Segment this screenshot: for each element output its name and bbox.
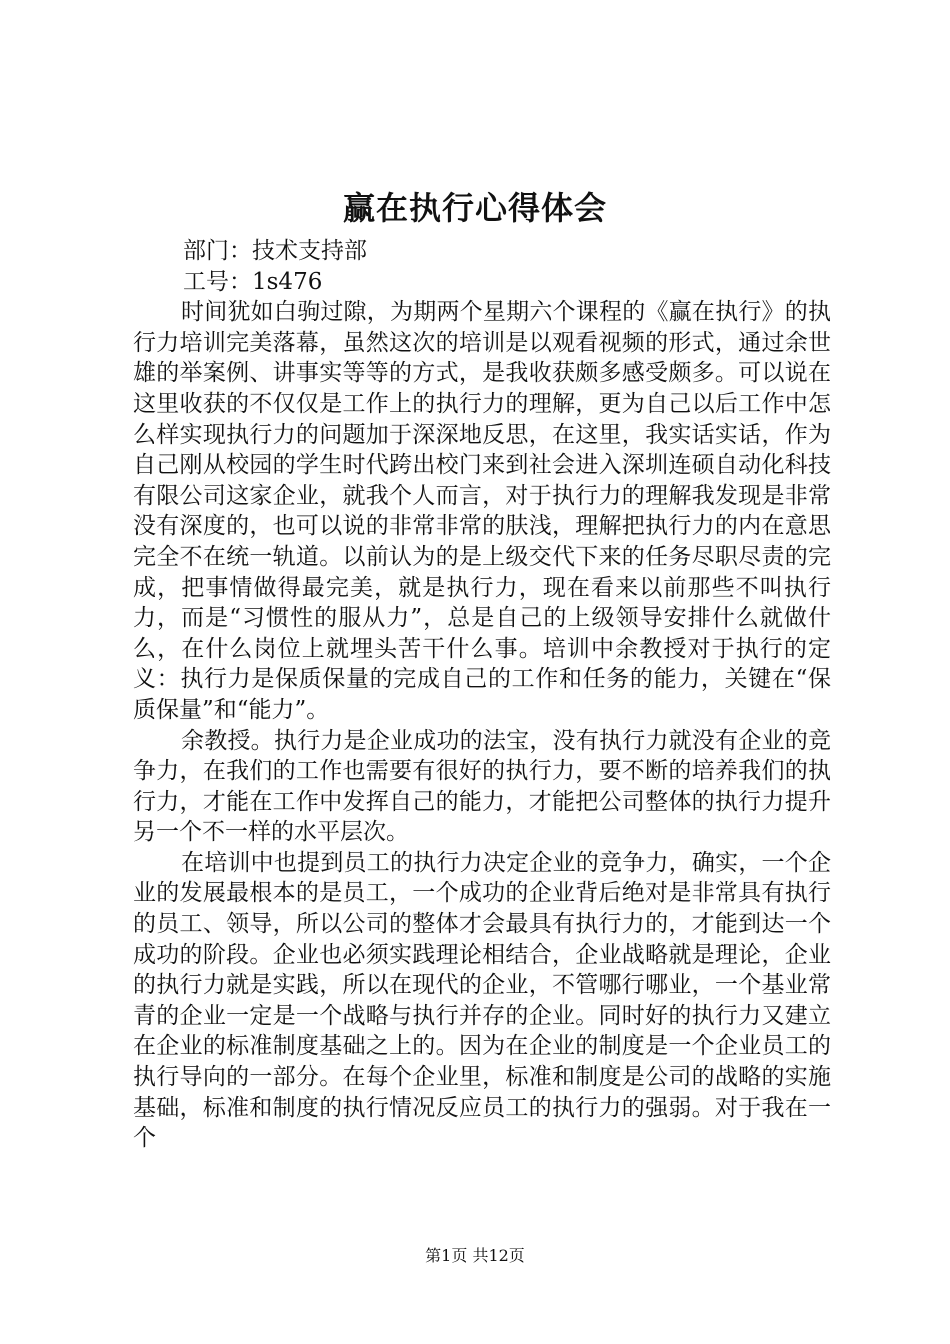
document-body xyxy=(133,236,831,1154)
paragraph-3: 在培训中也提到员工的执行力决定企业的竞争力，确实，一个企业的发展最根本的是员工，一个成功的企业背后绝对是非常具有执行的员工、领导，所以公司的整体才会最具有执行力的，才能到达一个成功的阶段。企业也必须实践理论相结合，企业战略就是理论，企业的执行力就是实践，所以在现代的企业，不管哪行哪业，一个基业常青的企业一定是一个战略与执行并存的企业。同时好的执行力又建立在企业的标准制度基础之上的。因为在企业的制度是一个企业员工的执行导向的一部分。在每个企业里，标准和制度是公司的战略的实施基础，标准和制度的执行情况反应员工的执行力的强弱。对于我在一个 xyxy=(133,849,831,1152)
paragraph-2: 余教授。执行力是企业成功的法宝，没有执行力就没有企业的竞争力，在我们的工作也需要有很好的执行力，要不断的培养我们的执行力，才能在工作中发挥自己的能力，才能把公司整体的执行力提升另一个不一样的水平层次。 xyxy=(133,727,831,846)
document-title: 赢在执行心得体会 xyxy=(342,189,607,227)
paragraph-1: 时间犹如白驹过隙，为期两个星期六个课程的《赢在执行》的执行力培训完美落幕，虽然这次的培训是以观看视频的形式，通过余世雄的举案例、讲事实等等的方式，是我收获颇多感受颇多。可以说在这里收获的不仅仅是工作上的执行力的理解，更为自己以后工作中怎么样实现执行力的问题加于深深地反思，在这里，我实话实话，作为自己刚从校园的学生时代跨出校门来到社会进入深圳连硕自动化科技有限公司这家企业，就我个人而言，对于执行力的理解我发现是非常没有深度的，也可以说的非常非常的肤浅，理解把执行力的内在意思完全不在统一轨道。以前认为的是上级交代下来的任务尽职尽责的完成，把事情做得最完美，就是执行力，现在看来以前那些不叫执行力，而是“习惯性的服从力”，总是自己的上级领导安排什么就做什么，在什么岗位上就埋头苦干什么事。培训中余教授对于执行的定义：执行力是保质保量的完成自己的工作和任务的能力，关键在“保质保量”和“能力”。 xyxy=(133,299,831,723)
department-line: 部门：技术支持部 xyxy=(183,238,367,264)
employee-id-line: 工号：1s476 xyxy=(183,268,323,295)
page-footer: 第1页 共12页 xyxy=(425,1246,525,1265)
